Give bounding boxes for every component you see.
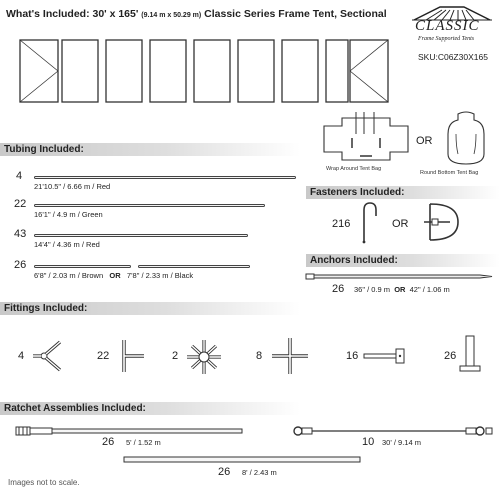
ratchet-cable-icon bbox=[290, 424, 494, 438]
title-text: What's Included: 30' x 165' bbox=[6, 8, 139, 20]
tubing-qty-2: 22 bbox=[14, 198, 27, 210]
brand-logo-word: CLASSIC bbox=[415, 18, 480, 34]
fitting-qty-2: 22 bbox=[97, 350, 110, 362]
fitting-qty-5: 16 bbox=[346, 350, 359, 362]
title-suffix: Classic Series Frame Tent, Sectional bbox=[204, 8, 387, 20]
ratchet-qty-3: 26 bbox=[218, 466, 231, 478]
tube-with-plate-fitting-icon bbox=[362, 346, 408, 366]
tent-mid-panel bbox=[326, 40, 348, 102]
ratchet-strap-long-icon bbox=[122, 454, 362, 466]
base-plate-fitting-icon bbox=[458, 334, 482, 374]
tubing-or: OR bbox=[109, 271, 121, 280]
tube-bar-1 bbox=[34, 176, 296, 179]
brand-tagline: Frame Supported Tents bbox=[418, 36, 475, 42]
tubing-qty-1: 4 bbox=[16, 170, 23, 182]
three-way-angled-fitting-icon bbox=[30, 338, 64, 374]
anchors-section-heading: Anchors Included: bbox=[306, 254, 500, 267]
ratchet-dim-2: 30' / 9.14 m bbox=[382, 438, 421, 447]
ratchet-dim-3: 8' / 2.43 m bbox=[242, 468, 277, 477]
anchors-dim-a: 36" / 0.9 m bbox=[354, 285, 391, 294]
tent-top-panels-diagram bbox=[18, 38, 390, 106]
ratchet-strap-short-icon bbox=[14, 424, 246, 438]
anchors-or: OR bbox=[394, 285, 406, 294]
tubing-dim-4 bbox=[34, 271, 193, 280]
r-pin-icon bbox=[358, 200, 380, 244]
tent-end-panel-right bbox=[350, 40, 388, 102]
round-bag-label: Round Bottom Tent Bag bbox=[420, 170, 479, 176]
tent-mid-panel bbox=[62, 40, 98, 102]
anchors-dims bbox=[354, 285, 450, 294]
wrap-bag-label: Wrap Around Tent Bag bbox=[326, 166, 382, 172]
fittings-section-heading: Fittings Included: bbox=[0, 302, 300, 315]
tubing-qty-3: 43 bbox=[14, 228, 27, 240]
anchor-stake-icon bbox=[304, 270, 494, 282]
ratchet-qty-1: 26 bbox=[102, 436, 115, 448]
title-metric: (9.14 m x 50.29 m) bbox=[141, 12, 202, 19]
tubing-qty-4: 26 bbox=[14, 259, 27, 271]
fitting-qty-3: 2 bbox=[172, 350, 179, 362]
fitting-qty-6: 26 bbox=[444, 350, 457, 362]
ratchet-dim-1: 5' / 1.52 m bbox=[126, 438, 161, 447]
d-clip-pin-icon bbox=[420, 200, 462, 244]
tent-end-panel-left bbox=[20, 40, 58, 102]
tubing-dim-4a: 6'8" / 2.03 m / Brown bbox=[34, 271, 104, 280]
wrap-around-tent-bag-icon bbox=[322, 112, 410, 164]
fasteners-qty: 216 bbox=[332, 218, 351, 230]
tube-bar-4b bbox=[138, 265, 250, 268]
round-bottom-tent-bag-icon bbox=[446, 110, 486, 166]
five-way-hub-fitting-icon bbox=[184, 338, 224, 376]
tent-mid-panel bbox=[150, 40, 186, 102]
tubing-section-heading: Tubing Included: bbox=[0, 143, 300, 156]
fitting-qty-4: 8 bbox=[256, 350, 263, 362]
tent-mid-panel bbox=[238, 40, 274, 102]
fasteners-or: OR bbox=[392, 218, 409, 230]
tube-bar-3 bbox=[34, 234, 248, 237]
tent-mid-panel bbox=[282, 40, 318, 102]
tube-bar-4a bbox=[34, 265, 131, 268]
cross-fitting-icon bbox=[270, 336, 310, 376]
bag-or-label: OR bbox=[416, 135, 433, 147]
tent-mid-panel bbox=[106, 40, 142, 102]
fasteners-section-heading: Fasteners Included: bbox=[306, 186, 500, 199]
ratchet-qty-2: 10 bbox=[362, 436, 375, 448]
tubing-dim-4b: 7'8" / 2.33 m / Black bbox=[126, 271, 194, 280]
four-way-t-fitting-icon bbox=[112, 338, 146, 374]
tubing-dim-2: 16'1" / 4.9 m / Green bbox=[34, 210, 103, 219]
tubing-dim-1: 21'10.5" / 6.66 m / Red bbox=[34, 182, 111, 191]
tent-mid-panel bbox=[194, 40, 230, 102]
anchors-qty: 26 bbox=[332, 283, 345, 295]
tent-mid-panels bbox=[62, 40, 348, 102]
fitting-qty-1: 4 bbox=[18, 350, 25, 362]
tubing-dim-3: 14'4" / 4.36 m / Red bbox=[34, 240, 100, 249]
ratchets-section-heading: Ratchet Assemblies Included: bbox=[0, 402, 300, 415]
anchors-dim-b: 42" / 1.06 m bbox=[409, 285, 450, 294]
page-title bbox=[6, 8, 387, 20]
tube-bar-2 bbox=[34, 204, 265, 207]
sku-label: SKU:C06Z30X165 bbox=[418, 52, 488, 62]
scale-footnote: Images not to scale. bbox=[8, 478, 80, 487]
